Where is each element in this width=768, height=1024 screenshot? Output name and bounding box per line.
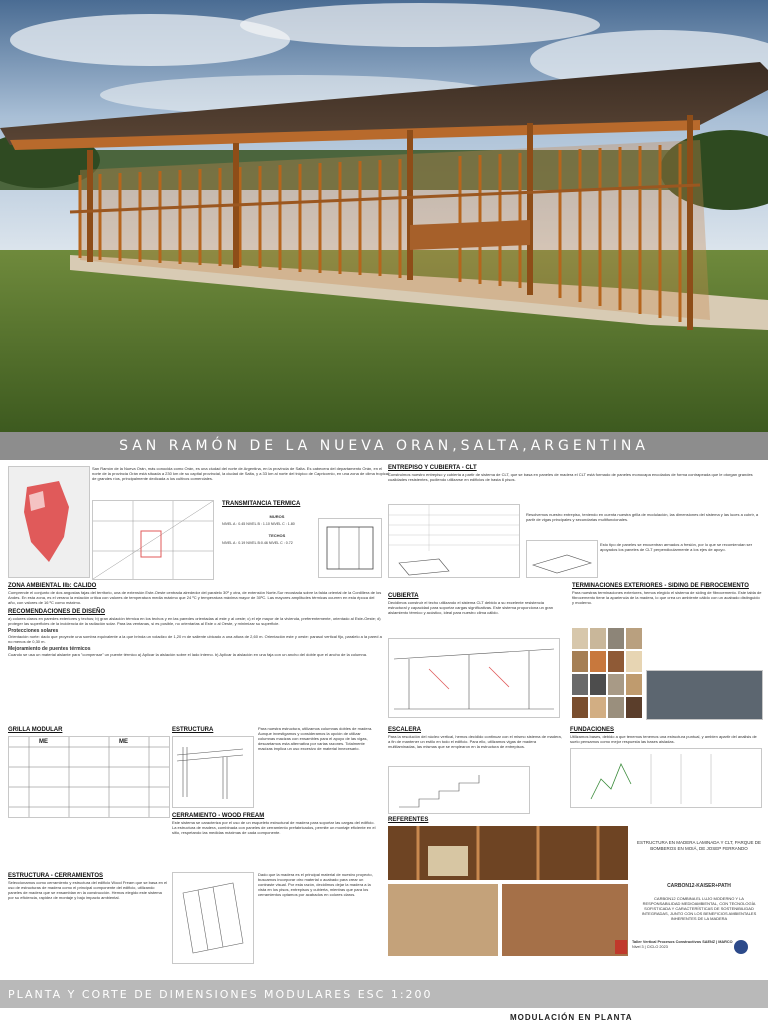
puentes-text: Cuando se usa un material aislante para "compensar" un puente térmico a) Aplicar la aislación sobre el lado interno. b) Aplicar la aislación en una faja con un ancho del doble que el ancho de la columna. (8, 652, 368, 657)
swatch (572, 697, 588, 718)
zona-text: Comprende el conjunto de dos angostas fajas del territorio, una de extensión Este-Oeste centrada alrededor del paralelo 30º y otra, de extensión Norte-Sur recostada sobre la falda oriental de la Cordillera de los Andes. En esta zona, es el verano la estación crítica con valores de temperatura media máximo que 24 ºC y temperatura máxima mayor de 30ºC. Las mayores amplitudes térmicas ocurren en esta época del año, con valores de 16 ºC como máximo. (8, 590, 382, 605)
swatch (608, 697, 624, 718)
cubierta-heading: CUBIERTA (388, 593, 419, 599)
cerramiento-text: Este sistema se caracteriza por el uso de un esqueleto estructural de madera para soportar las cargas del edificio. La estructura de madera, combinada con paneles de cerramiento prefabricados, permite un montaje eficiente en el sitio, respetando las medidas máximas de cada componente. (172, 820, 376, 835)
swatch (626, 651, 642, 672)
referente-photo-1 (388, 826, 628, 880)
grilla-graphic (9, 737, 169, 817)
entrepiso-block (388, 464, 760, 482)
referentes-block (388, 816, 588, 824)
footer-heading: MODULACIÓN EN PLANTA (510, 1013, 633, 1022)
zona-block (8, 582, 383, 657)
puentes-heading: Mejoramiento de puentes térmicos (8, 646, 91, 652)
techos-label: TECHOS (268, 533, 286, 538)
swatch (626, 628, 642, 649)
techos-values: NIVEL A : 0.19 NIVEL B:0.46 NIVEL C : 0.72 (222, 541, 293, 545)
terminaciones-text: Para nuestras terminaciones exteriores, hemos elegido el sistema de siding de fibrocemento. Este tabla de fibrocemento tiene la apariencia de la madera, lo que crea un ambiente cálido con un acabado distinguido y moderno. (572, 590, 762, 605)
sun-path-graphic (93, 501, 213, 579)
estructura-cerramientos-block (8, 872, 168, 900)
referente-caption-3: CARBON12 COMBINA EL LUJO MODERNO Y LA RESPONSABILIDAD MEDIOAMBIENTAL, CON TECNOLOGÍA SOFISTICADA Y CARACTERÍSTICAS DE SOSTENIBILIDAD INTEGRADAS, JUNTO CON LOS BENEFICIOS AMBIENTALES INHERENTES DE LA MADERA (641, 896, 757, 921)
protecciones-text: Orientación norte: dado que proyecte una sombra equivalente a la que brinda un voladizo de 1,20 m de saliente ubicado a una altura de 2,60 m. Orientación este y oeste: parasol vertical fijo, paralelo a la pared a no menos de 0,30 m. (8, 634, 382, 644)
wall-section-diagram (318, 518, 382, 578)
siding-swatches (572, 628, 642, 718)
swatch (572, 628, 588, 649)
referente-caption-1: ESTRUCTURA EN MADERA LAMINADA Y CLT, PARQUE DE BOMBEROS EN MOIÁ, DE JOSEP FERRANDO (637, 840, 761, 851)
hero-render (0, 0, 768, 432)
cerramiento-heading: CERRAMIENTO - WOOD FREAM (172, 813, 265, 819)
swatch (590, 697, 606, 718)
muros-values: NIVEL A : 0.45 NIVEL B : 1.10 NIVEL C : 1.80 (222, 522, 295, 526)
estructura-diagram (172, 736, 254, 808)
swatch (608, 674, 624, 695)
location-map (8, 466, 90, 578)
terminaciones-heading: TERMINACIONES EXTERIORES - SIDING DE FIBROCEMENTO (572, 583, 749, 589)
recomendaciones-text: a) colores claros en paredes exteriores y techos; b) gran aislación térmica en los techos y en las paredes orientadas al este y al oeste; c) el eje mayor de la vivienda, preferentemente, orientado al Este-Oeste; d) proteger las superficies de la incidencia de la radiación solar. Para las ventanas, si es posible, no orientarlas al Este o al Oeste, y minimizar su superficie. (8, 616, 381, 626)
estructura-text: Para nuestra estructura, utilizamos columnas dobles de madera. Aunque investigamos y consideramos la opción de utilizar columnas macizas con ensambles para el apoyo de las vigas, descartamos esta alternativa por varias razones. Totalmente macizas implica un uso excesivo de material innecesario. (258, 726, 373, 751)
madera-text: Dado que la madera es el principal material de nuestro proyecto, buscamos incorporar otro material o acabado para crear un contraste visual. Por esta razón, decidimos dejar la madera a la vista en los pisos, entrepisos y cubierta, mientras que para los cerramientos optamos por acabados en colores claros. (258, 872, 373, 897)
bottom-banner-text: PLANTA Y CORTE DE DIMENSIONES MODULARES ESC 1:200 (8, 987, 433, 1001)
cubierta-section-diagram (388, 638, 560, 718)
credits-line-1: Taller Vertical Procesos Constructivos SAENZ | MARCO (632, 940, 733, 944)
intro-text: San Ramón de la Nueva Orán, más conocida como Orán, es una ciudad del norte de Argentina, en la provincia de Salta. Es cabecera del departamento Orán, en el norte de la provincia Orán está situada a 230 km de su capital provincial, la ciudad de Salta, y a 33 km al norte del trópico de Capricornio, en una zona de clima tropical, de grandes ríos, principalmente dedicada a los cultivos comerciales. (92, 466, 390, 481)
grilla-heading: GRILLA MODULAR (8, 727, 63, 733)
faculty-logo (615, 940, 627, 954)
fundaciones-diagram (570, 748, 762, 808)
grilla-block (8, 726, 168, 734)
bottom-banner (0, 980, 768, 1008)
wood-frame-graphic (173, 873, 253, 963)
entrepiso-text-3: Esto tipo de paneles se encuentran armados a fresión, por lo que se recomiendan ser apoyados los paneles de CLT perpendicularmente a los ejes de apoyo. (600, 542, 753, 552)
map-graphic (9, 467, 89, 577)
footer (0, 1008, 768, 1024)
swatch (590, 651, 606, 672)
swatch (626, 697, 642, 718)
building-render-image (0, 0, 768, 432)
cerramiento-block (172, 812, 377, 835)
muros-label: MUROS (269, 514, 285, 519)
siding-spec-table (646, 670, 763, 720)
grilla-me-label-1: ME (39, 739, 48, 745)
escalera-text: Para la resolución del núcleo vertical, hemos decidido continuar con el mismo sistema de madera, a fin de mantener un estilo en todo el edificio. Para ello, utilizamos vigas de madera multilaminadas, las mismas que se emplearon en la estructura de entrepisos. (388, 734, 562, 749)
referente-photo-1-graphic (388, 826, 628, 880)
swatch (626, 674, 642, 695)
escalera-graphic (389, 767, 529, 813)
wood-frame-diagram (172, 872, 254, 964)
protecciones-heading: Protecciones solares (8, 628, 59, 634)
entrepiso-text-2: Resolvemos nuestro entrepiso, teniendo en cuenta nuestra grilla de modulación, las dimensiones del sistema y las luces a cubrir, a partir de vigas principales y secundarias multifuncionales. (526, 512, 759, 522)
swatch (572, 651, 588, 672)
panel-graphic (527, 541, 597, 577)
sun-diagram (92, 500, 214, 580)
page-title: SAN RAMÓN DE LA NUEVA ORAN,SALTA,ARGENTINA (119, 438, 649, 454)
swatch (590, 628, 606, 649)
fundaciones-block (570, 726, 762, 744)
cubierta-text: Decidimos construir el techo utilizando el sistema CLT debido a su excelente resistencia estructural y capacidad para soportar cargas significativas. Este sistema proporciona un gran aislamiento térmico y acústico, ideal para nuestro clima cálido. (388, 600, 553, 615)
terminaciones-block (572, 582, 762, 605)
fundaciones-graphic (571, 749, 761, 807)
estructura-heading: ESTRUCTURA (172, 727, 214, 733)
info-sheet (0, 460, 768, 980)
title-band (0, 432, 768, 460)
wall-section-graphic (319, 519, 381, 577)
grilla-me-label-2: ME (119, 739, 128, 745)
referente-photo-2 (388, 884, 498, 956)
swatch (590, 674, 606, 695)
grilla-diagram (8, 736, 170, 818)
referentes-heading: REFERENTES (388, 817, 429, 823)
estructura-graphic (173, 737, 253, 807)
recomendaciones-heading: RECOMENDACIONES DE DISEÑO (8, 609, 106, 615)
referente-caption-2: CARBON12-KAISER+PATH (667, 883, 731, 889)
estructura-heading-block (172, 726, 252, 734)
swatch (608, 651, 624, 672)
estructura-cerramientos-text: Seleccionamos como cerramiento y estructura del edificio Wood Fream que se basa en el uso de estructuras de madera como el principal componente del edificio, utilizando paneles de madera que se ensamblan en la construcción. Hemos elegido este sistema por su eficiencia, rapidez de montaje y bajo impacto ambiental. (8, 880, 168, 900)
transmitancia-block (222, 500, 332, 546)
fundaciones-heading: FUNDACIONES (570, 727, 615, 733)
referente-photo-3 (502, 884, 628, 956)
credits-block (632, 940, 742, 950)
escalera-diagram (388, 766, 530, 814)
clt-table-graphic (389, 505, 519, 577)
estructura-cerramientos-heading: ESTRUCTURA - CERRAMIENTOS (8, 873, 104, 879)
swatch (608, 628, 624, 649)
fundaciones-text: Utilizamos bases, debido a que tenemos tenemos una estructura puntual, y ambien apartir del analisis de suelo pensamos como mejor respuesta las bases aisladas. (570, 734, 757, 744)
panel-diagram (526, 540, 598, 578)
entrepiso-text: Construimos nuestro entrepiso y cubierta a partir de sistema de CLT, que se basa en paneles de madera el CLT está formado de paneles monocapa encolados de forma contrapeada que le otorgan grandes cualidades resistentes, pudiendo utilizarse en edificios de hasta 6 pisos. (388, 472, 753, 482)
escalera-heading: ESCALERA (388, 727, 422, 733)
cubierta-block (388, 592, 558, 615)
entrepiso-heading: ENTREPISO Y CUBIERTA - CLT (388, 465, 477, 471)
swatch (572, 674, 588, 695)
clt-table-diagram (388, 504, 520, 578)
cubierta-section-graphic (389, 639, 559, 717)
transmitancia-heading: TRANSMITANCIA TERMICA (222, 501, 301, 507)
zona-heading: ZONA AMBIENTAL IIb: CALIDO (8, 583, 97, 589)
university-logo (734, 940, 748, 954)
escalera-block (388, 726, 563, 749)
credits-line-2: Nivel 3 | CICLO 2023 (632, 945, 668, 949)
